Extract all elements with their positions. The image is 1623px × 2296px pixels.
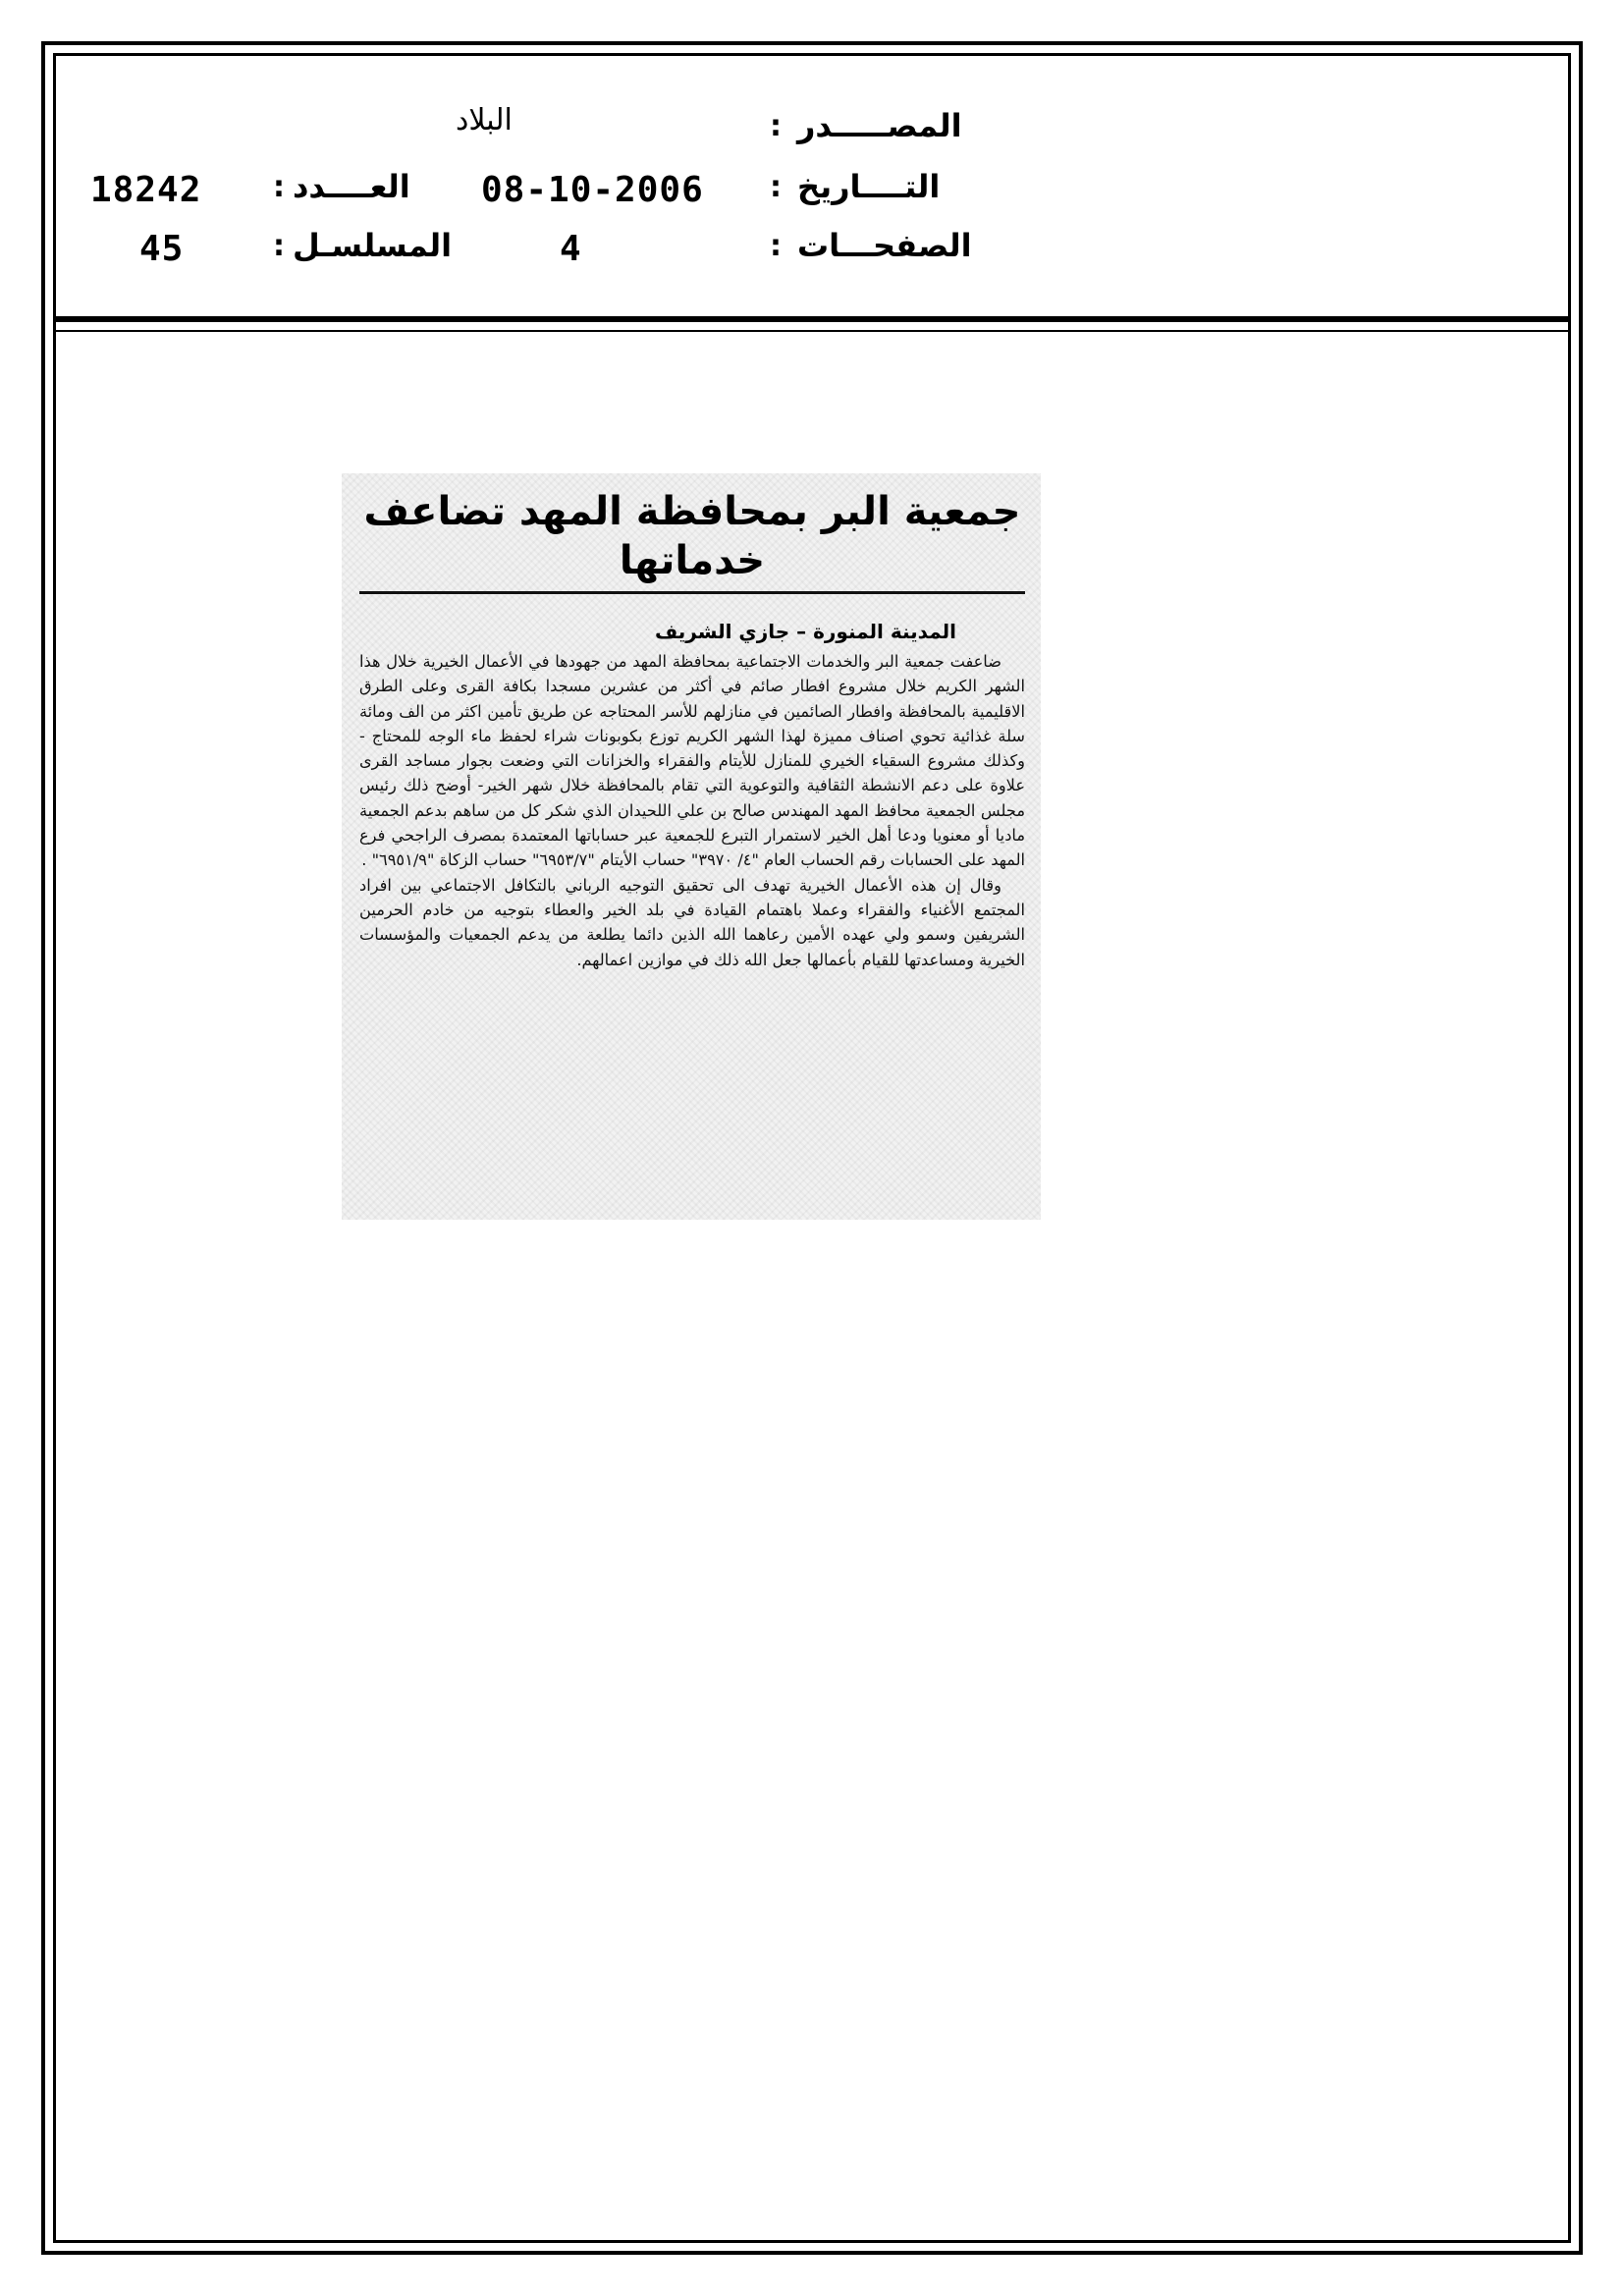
article-paragraph: ضاعفت جمعية البر والخدمات الاجتماعية بمحافظة المهد من جهودها في الأعمال الخيرية خلال هذا الشهر الكريم خلال مشروع افطار صائم في أكثر من عشرين مسجدا بكافة القرى وعلى الطرق الاقليمية بالمحافظة وافطار الصائمين في منازلهم للأسر المحتاجه عن طريق تأمين اكثر من الف ومائة سلة غذائية تحوي اصناف مميزة لهذا الشهر الكريم توزع بكوبونات شراء لحفظ ماء الوجه للمحتاج - وكذلك مشروع السقياء الخيري للمنازل للأيتام والفقراء والخزانات التي وضعت بجوار مساجد القرى علاوة على دعم الانشطة الثقافية والتوعوية التي تقام بالمحافظة خلال شهر الخير- أوضح ذلك رئيس مجلس الجمعية محافظ المهد المهندس صالح بن علي اللحيدان الذي شكر كل من ساهم بدعم الجمعية ماديا أو معنويا ودعا أهل الخير لاستمرار التبرع للجمعية عبر حساباتها المعتمدة بمصرف الراجحي فرع المهد على الحسابات رقم الحساب العام "٤/ ٣٩٧٠" حساب الأيتام "٦٩٥٣/٧" حساب الزكاة "٦٩٥١/٩" . [359,652,1025,870]
source-label: المصـــــدر [797,107,962,144]
issue-label: العــــدد [293,168,410,205]
source-value: البلاد [456,103,513,137]
serial-colon: : [273,229,285,263]
header-divider-thick [53,316,1571,322]
source-colon: : [770,109,782,143]
serial-value: 45 [139,229,185,269]
article-headline: جمعية البر بمحافظة المهد تضاعف خدماتها [359,487,1025,594]
pages-label: الصفحـــات [797,227,972,264]
article-byline: المدينة المنورة – جازي الشريف [654,620,956,643]
serial-label: المسلسـل [293,227,453,264]
date-colon: : [770,170,782,204]
date-label: التــــاريخ [797,168,941,205]
date-value: 08-10-2006 [481,170,704,210]
issue-value: 18242 [90,170,202,210]
article-paragraph: وقال إن هذه الأعمال الخيرية تهدف الى تحقيق التوجيه الرباني بالتكافل الاجتماعي بين افراد المجتمع الأغنياء والفقراء وعملا باهتمام القيادة في بلد الخير والعطاء بتوجيه من خادم الحرمين الشريفين وسمو ولي عهده الأمين رعاهما الله الذين دائما يطلعة من يدعم الجمعيات والمؤسسات الخيرية ومساعدتها للقيام بأعمالها جعل الله ذلك في موازين اعمالهم. [359,875,1025,969]
article-clipping [342,473,1041,1220]
pages-value: 4 [560,229,582,269]
article-body [359,649,1025,972]
issue-colon: : [273,170,285,204]
header-divider-thin [53,330,1571,332]
pages-colon: : [770,229,782,263]
